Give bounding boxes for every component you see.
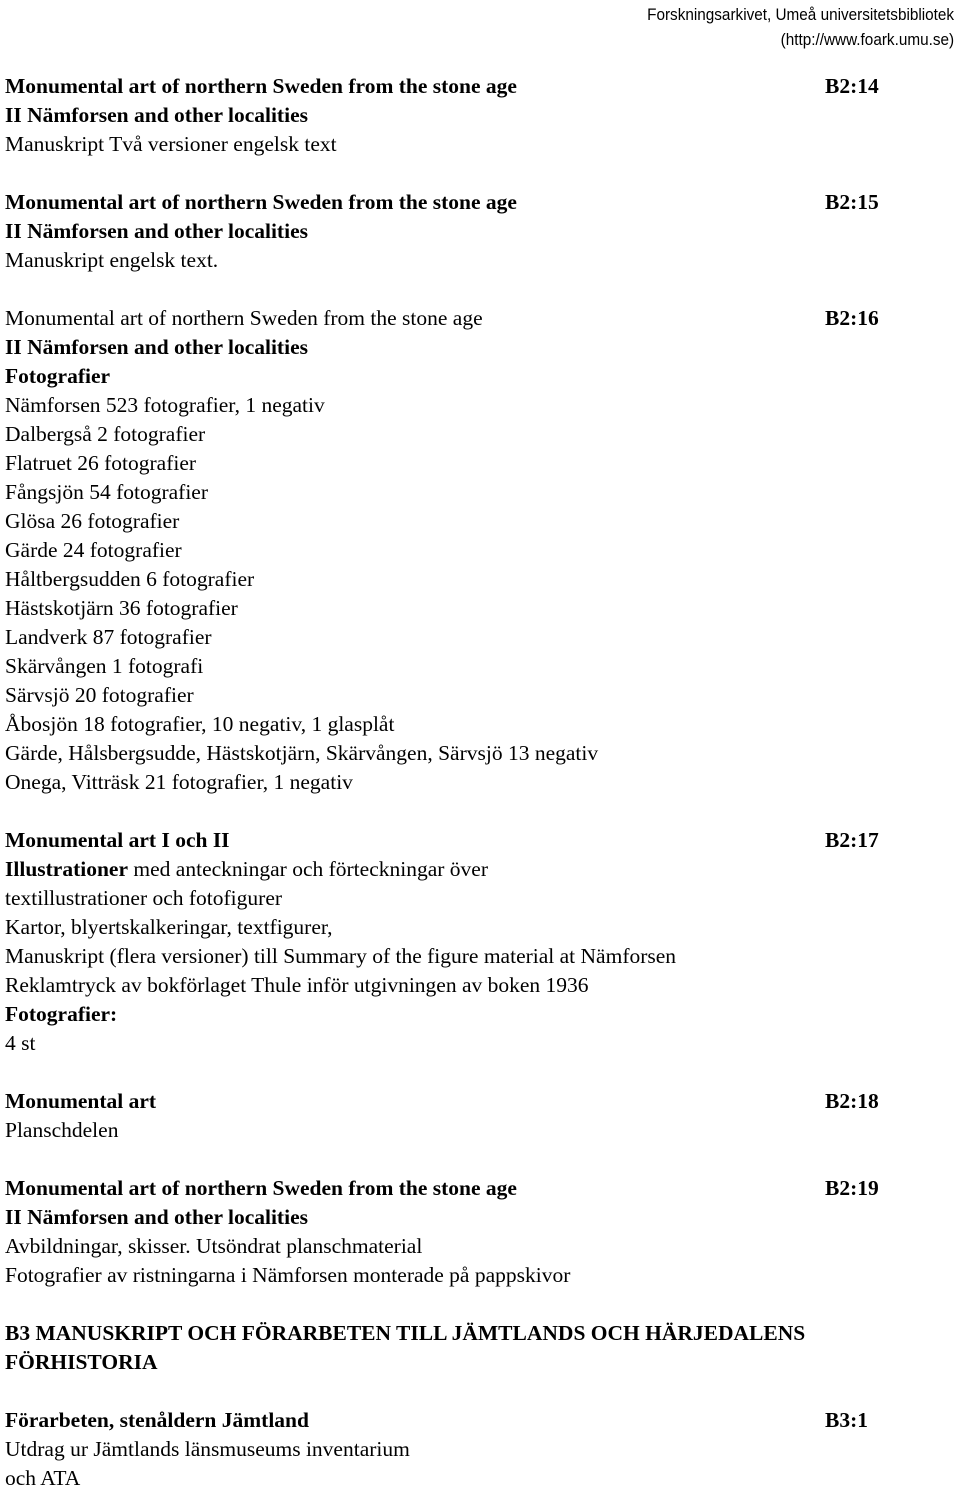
entry-description: Reklamtryck av bokförlaget Thule inför utgivningen av boken 1936	[5, 973, 589, 997]
entry-code: B2:18	[825, 1089, 879, 1113]
entry-description: Fotografier av ristningarna i Nämforsen monterade på pappskivor	[5, 1263, 571, 1287]
entry-code: B2:15	[825, 190, 879, 214]
list-item: Särvsjö 20 fotografier	[5, 683, 194, 707]
entry-description: Avbildningar, skisser. Utsöndrat planschmaterial	[5, 1234, 423, 1258]
entry-b2-14	[5, 72, 955, 159]
list-item: Gärde 24 fotografier	[5, 538, 182, 562]
illustrations-line	[5, 855, 955, 884]
entry-title: Monumental art of northern Sweden from the stone age	[5, 74, 517, 98]
entry-description: Manuskript engelsk text.	[5, 248, 219, 272]
entry-title: Monumental art I och II	[5, 828, 230, 852]
entry-b2-18	[5, 1087, 955, 1145]
illustrations-text: med anteckningar och förteckningar över	[128, 857, 488, 881]
list-item: Dalbergså 2 fotografier	[5, 422, 206, 446]
entry-b2-17	[5, 826, 955, 1058]
section-heading-b3	[5, 1319, 950, 1377]
entry-description: och ATA	[5, 1466, 81, 1490]
entry-subtitle: II Nämforsen and other localities	[5, 335, 308, 359]
entry-description: Kartor, blyertskalkeringar, textfigurer,	[5, 915, 333, 939]
entry-subtitle: II Nämforsen and other localities	[5, 103, 308, 127]
list-item: Nämforsen 523 fotografier, 1 negativ	[5, 393, 325, 417]
list-item: Onega, Vitträsk 21 fotografier, 1 negativ	[5, 770, 353, 794]
entry-description: Utdrag ur Jämtlands länsmuseums inventarium	[5, 1437, 410, 1461]
list-item: Håltbergsudden 6 fotografier	[5, 567, 255, 591]
photo-count: 4 st	[5, 1031, 36, 1055]
entry-code: B2:14	[825, 74, 879, 98]
archive-url: (http://www.foark.umu.se)	[780, 30, 954, 49]
entry-title: Monumental art of northern Sweden from the stone age	[5, 306, 483, 330]
entry-b2-16	[5, 304, 955, 797]
list-item: Hästskotjärn 36 fotografier	[5, 596, 238, 620]
entry-title: Monumental art	[5, 1089, 157, 1113]
entry-description: textillustrationer och fotofigurer	[5, 886, 283, 910]
entry-description: Planschdelen	[5, 1118, 119, 1142]
entry-b3-1	[5, 1406, 955, 1493]
entry-subtitle: II Nämforsen and other localities	[5, 1205, 308, 1229]
entry-code: B2:16	[825, 306, 879, 330]
document-body	[5, 72, 955, 1493]
list-item: Flatruet 26 fotografier	[5, 451, 197, 475]
entry-code: B2:19	[825, 1176, 879, 1200]
list-item: Skärvången 1 fotografi	[5, 654, 204, 678]
entry-description: Manuskript (flera versioner) till Summary of the figure material at Nämforsen	[5, 944, 677, 968]
photo-heading: Fotografier:	[5, 1002, 118, 1026]
archive-header	[647, 2, 954, 52]
list-item: Glösa 26 fotografier	[5, 509, 180, 533]
entry-title: Monumental art of northern Sweden from the stone age	[5, 1176, 517, 1200]
section-heading-line: B3 MANUSKRIPT OCH FÖRARBETEN TILL JÄMTLANDS OCH HÄRJEDALENS	[5, 1321, 806, 1345]
entry-code: B3:1	[825, 1408, 868, 1432]
list-item: Åbosjön 18 fotografier, 10 negativ, 1 glasplåt	[5, 712, 395, 736]
entry-code: B2:17	[825, 828, 879, 852]
list-item: Landverk 87 fotografier	[5, 625, 212, 649]
illustrations-label: Illustrationer	[5, 857, 129, 881]
entry-b2-15	[5, 188, 955, 275]
entry-description: Manuskript Två versioner engelsk text	[5, 132, 337, 156]
list-item: Gärde, Hålsbergsudde, Hästskotjärn, Skärvången, Särvsjö 13 negativ	[5, 741, 599, 765]
section-heading-line: FÖRHISTORIA	[5, 1350, 158, 1374]
entry-b2-19	[5, 1174, 955, 1290]
entry-title: Monumental art of northern Sweden from the stone age	[5, 190, 517, 214]
archive-name: Forskningsarkivet, Umeå universitetsbibliotek	[647, 5, 954, 24]
list-item: Fångsjön 54 fotografier	[5, 480, 209, 504]
entry-subtitle: II Nämforsen and other localities	[5, 219, 308, 243]
entry-title: Förarbeten, stenåldern Jämtland	[5, 1408, 309, 1432]
photo-heading: Fotografier	[5, 364, 111, 388]
